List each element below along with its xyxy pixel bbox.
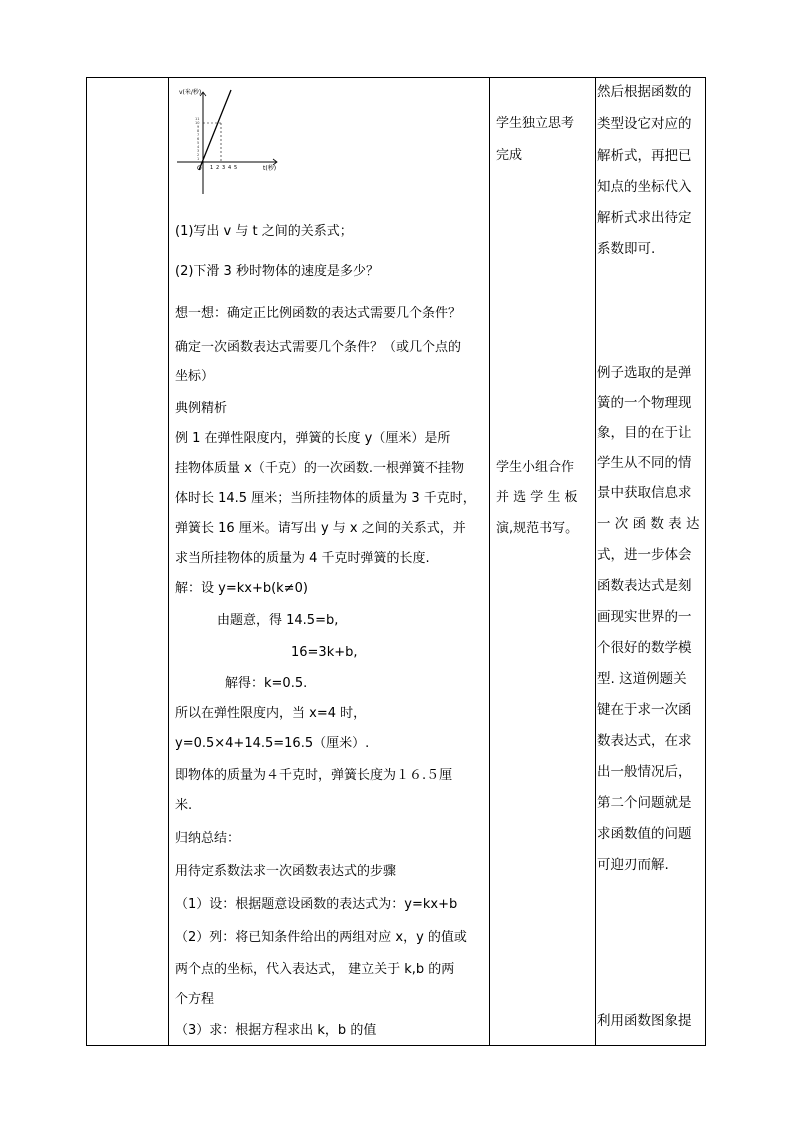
student-line: 学生小组合作 (496, 460, 575, 475)
y-tick: 7 (197, 133, 200, 137)
x-tick: 1 (210, 165, 214, 171)
note-line: 象，目的在于让 (597, 425, 692, 441)
y-tick: 1 (197, 157, 200, 161)
note-line: 景中获取信息求 (597, 485, 692, 501)
note-line: 键在于求一次函 (597, 702, 692, 718)
note-line: 个很好的数学模 (597, 640, 692, 656)
text-line: 例 1 在弹性限度内，弹簧的长度 y（厘米）是所 (175, 431, 451, 446)
text-line: 所以在弹性限度内，当 x=4 时， (175, 706, 367, 721)
y-tick: 11 (195, 117, 200, 121)
question-2: (2)下滑 3 秒时物体的速度是多少？ (175, 264, 379, 279)
y-tick: 10 (195, 121, 200, 125)
y-tick: 9 (197, 125, 200, 129)
y-tick: 4 (197, 145, 200, 149)
x-tick: 5 (234, 165, 238, 171)
text-line: 挂物体质量 x（千克）的一次函数.一根弹簧不挂物 (175, 461, 464, 476)
note-line: 式，进一步体会 (597, 547, 692, 563)
note-line: 例子选取的是弹 (597, 365, 692, 381)
note-line: 解析式求出待定 (597, 210, 692, 226)
y-tick: 3 (197, 149, 200, 153)
lesson-table (86, 77, 706, 1046)
text-line: 16=3k+b, (291, 645, 358, 660)
note-line: 函数表达式是刻 (597, 578, 692, 594)
student-line: 学生独立思考 (496, 116, 575, 131)
text-line: 米. (175, 798, 193, 813)
text-line: （1）设：根据题意设函数的表达式为：y=kx+b (175, 897, 458, 912)
velocity-time-graph (177, 84, 287, 194)
x-tick: 3 (222, 165, 226, 171)
note-line: 知点的坐标代入 (597, 179, 692, 195)
note-line: 型. 这道例题关 (597, 671, 687, 687)
text-line: y=0.5×4+14.5=16.5（厘米）. (175, 736, 370, 751)
note-line: 利用函数图象提 (597, 1013, 692, 1029)
design-intent-column (597, 78, 701, 1045)
text-line: 用待定系数法求一次函数表达式的步骤 (175, 864, 397, 879)
note-line: 学生从不同的情 (597, 455, 692, 471)
text-line: （3）求：根据方程求出 k，b 的值 (175, 1023, 377, 1038)
x-axis-label: t(秒) (263, 165, 277, 172)
text-line: 解得：k=0.5. (225, 676, 308, 691)
note-line: 类型设它对应的 (597, 116, 692, 132)
text-line: 两个点的坐标，代入表达式， 建立关于 k,b 的两 (175, 962, 455, 977)
text-line: 个方程 (175, 992, 215, 1007)
note-line: 系数即可. (597, 241, 656, 257)
student-activity-column (490, 78, 585, 1045)
section-heading: 典例精析 (175, 401, 228, 416)
note-line: 解析式，再把已 (597, 148, 692, 164)
note-line: 数表达式，在求 (597, 733, 692, 749)
y-tick: 6 (197, 137, 200, 141)
text-line: 确定一次函数表达式需要几个条件？（或几个点的 (175, 340, 462, 355)
text-line: 即物体的质量为４千克时，弹簧长度为１６.５厘 (175, 768, 453, 783)
student-line: 演,规范书写。 (496, 521, 579, 536)
text-line: 由题意，得 14.5=b, (217, 613, 339, 628)
y-ticks (195, 117, 200, 161)
x-tick: 4 (228, 165, 232, 171)
y-tick: 8 (197, 129, 200, 133)
note-line: 簧的一个物理现 (597, 395, 692, 411)
x-tick: 2 (216, 165, 220, 171)
student-line: 完成 (496, 148, 523, 163)
text-line: （2）列：将已知条件给出的两组对应 x，y 的值或 (175, 930, 467, 945)
note-line: 第二个问题就是 (597, 795, 692, 811)
note-line: 可迎刃而解. (597, 857, 669, 873)
section-heading: 归纳总结： (175, 831, 241, 846)
text-line: 体时长 14.5 厘米；当所挂物体的质量为 3 千克时， (175, 491, 476, 506)
text-line: 坐标） (175, 369, 215, 384)
origin-label: O (197, 165, 202, 172)
note-line: 求函数值的问题 (597, 826, 692, 842)
question-1: (1)写出 v 与 t 之间的关系式； (175, 224, 353, 239)
text-line: 弹簧长 16 厘米。请写出 y 与 x 之间的关系式，并 (175, 521, 466, 536)
text-line: 解：设 y=kx+b(k≠0) (175, 581, 308, 596)
text-line: 想一想：确定正比例函数的表达式需要几个条件？ (175, 306, 462, 321)
graph-line (199, 90, 231, 170)
y-axis-label: v(米/秒) (179, 89, 202, 96)
y-tick: 5 (197, 141, 200, 145)
note-line: 然后根据函数的 (597, 84, 692, 100)
y-tick: 2 (197, 153, 200, 157)
student-line: 并 选 学 生 板 (496, 490, 578, 505)
note-line: 出一般情况后， (597, 764, 692, 780)
text-line: 求当所挂物体的质量为 4 千克时弹簧的长度. (175, 551, 430, 566)
note-line: 画现实世界的一 (597, 609, 692, 625)
column-divider (595, 78, 596, 1045)
note-line: 一 次 函 数 表 达 (597, 516, 700, 532)
